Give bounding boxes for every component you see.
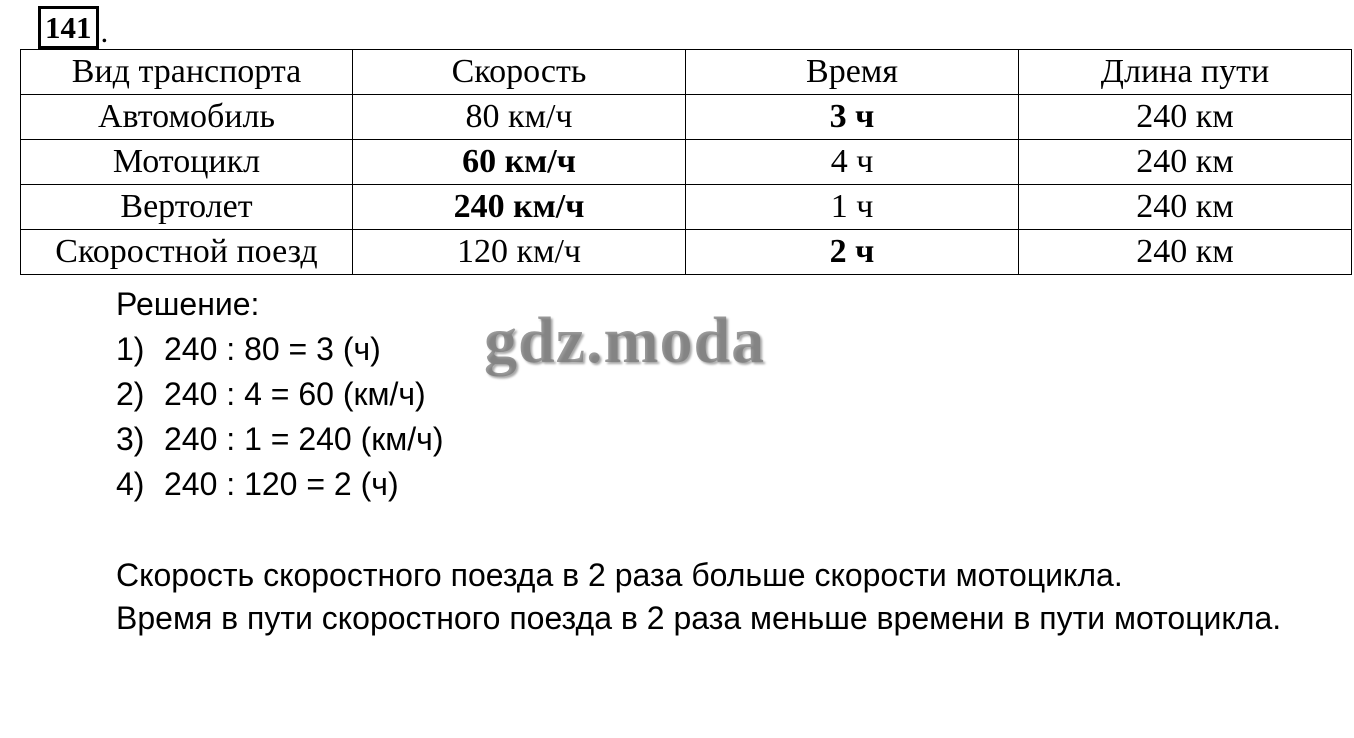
solution-step xyxy=(116,327,443,372)
header-speed: Скорость xyxy=(353,50,686,95)
table-header-row xyxy=(21,50,1352,95)
cell-distance: 240 км xyxy=(1019,140,1352,185)
cell-transport: Скоростной поезд xyxy=(21,230,353,275)
cell-distance: 240 км xyxy=(1019,95,1352,140)
watermark-logo: gdz.moda xyxy=(484,304,766,377)
cell-speed: 80 км/ч xyxy=(353,95,686,140)
cell-transport: Мотоцикл xyxy=(21,140,353,185)
step-expression: 240 : 80 = 3 (ч) xyxy=(164,331,381,367)
conclusion-line: Время в пути скоростного поезда в 2 раза меньше времени в пути мотоцикла. xyxy=(116,600,1282,636)
header-transport: Вид транспорта xyxy=(21,50,353,95)
cell-time: 2 ч xyxy=(686,230,1019,275)
cell-time: 3 ч xyxy=(686,95,1019,140)
transport-table xyxy=(20,49,1352,275)
solution-step xyxy=(116,462,443,507)
problem-number xyxy=(38,6,108,49)
cell-speed: 120 км/ч xyxy=(353,230,686,275)
cell-time: 1 ч xyxy=(686,185,1019,230)
table-row xyxy=(21,140,1352,185)
header-time: Время xyxy=(686,50,1019,95)
step-number: 1) xyxy=(116,331,145,367)
cell-speed: 240 км/ч xyxy=(353,185,686,230)
cell-speed: 60 км/ч xyxy=(353,140,686,185)
table-row xyxy=(21,95,1352,140)
conclusion-line: Скорость скоростного поезда в 2 раза больше скорости мотоцикла. xyxy=(116,557,1123,593)
table-row xyxy=(21,185,1352,230)
step-expression: 240 : 120 = 2 (ч) xyxy=(164,466,399,502)
problem-number-box: 141 xyxy=(38,6,99,49)
cell-transport: Автомобиль xyxy=(21,95,353,140)
header-distance: Длина пути xyxy=(1019,50,1352,95)
step-number: 4) xyxy=(116,466,145,502)
table-row xyxy=(21,230,1352,275)
cell-distance: 240 км xyxy=(1019,185,1352,230)
solution-step xyxy=(116,372,443,417)
cell-distance: 240 км xyxy=(1019,230,1352,275)
step-expression: 240 : 1 = 240 (км/ч) xyxy=(164,421,444,457)
cell-transport: Вертолет xyxy=(21,185,353,230)
step-expression: 240 : 4 = 60 (км/ч) xyxy=(164,376,426,412)
solution-step xyxy=(116,417,443,462)
step-number: 3) xyxy=(116,421,145,457)
conclusion-block xyxy=(116,554,1296,640)
cell-time: 4 ч xyxy=(686,140,1019,185)
step-number: 2) xyxy=(116,376,145,412)
problem-number-suffix: . xyxy=(100,14,109,49)
solution-block xyxy=(116,282,443,507)
solution-title: Решение: xyxy=(116,286,260,322)
